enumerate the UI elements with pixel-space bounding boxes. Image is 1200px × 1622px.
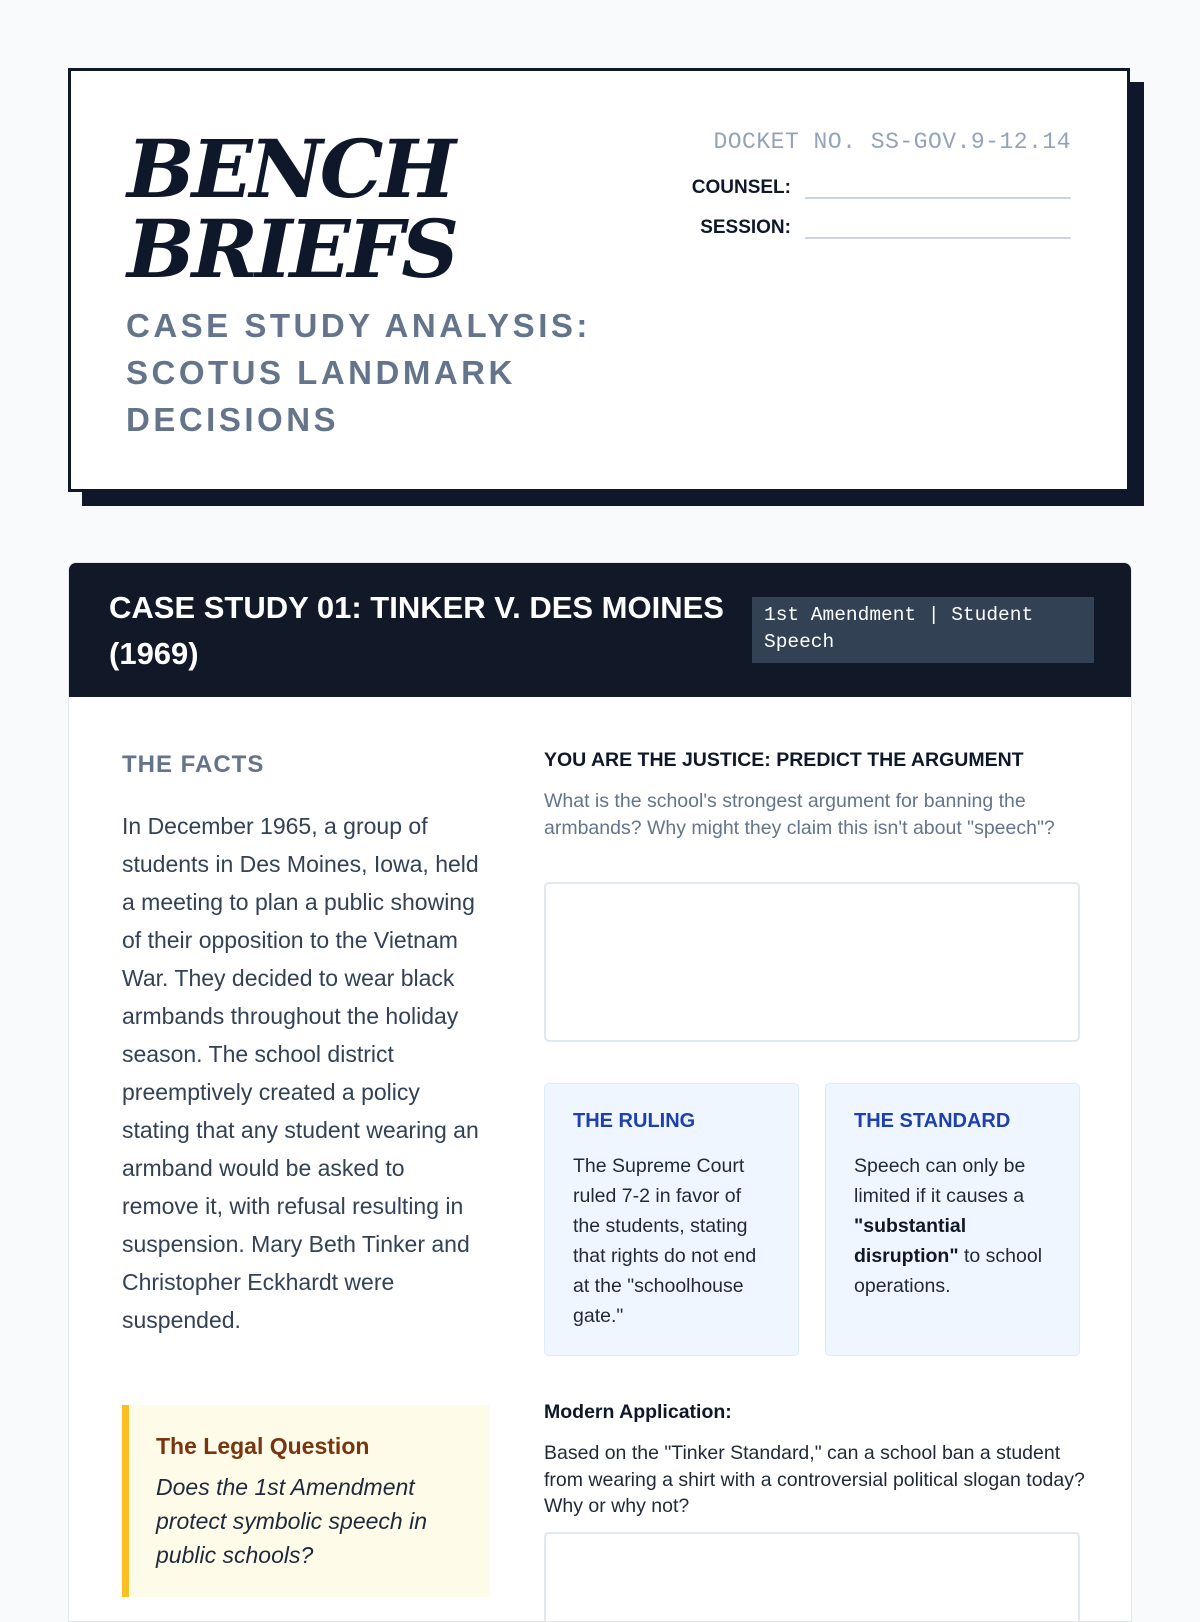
brand-line-1: BENCH (127, 122, 453, 216)
ruling-text: The Supreme Court ruled 7-2 in favor of the students, stating that rights do not end at the "schoolhouse gate." (573, 1155, 757, 1327)
case-title: CASE STUDY 01: TINKER V. DES MOINES (1969) (109, 590, 724, 671)
facts-heading: THE FACTS (122, 751, 265, 778)
modern-application-text: Based on the "Tinker Standard," can a school ban a student from wearing a shirt with a controversial political slogan today? Why or why not? (544, 1442, 1085, 1517)
modern-application-heading: Modern Application: (544, 1401, 732, 1423)
counsel-label: COUNSEL: (691, 177, 791, 198)
worksheet-subtitle: CASE STUDY ANALYSIS: SCOTUS LANDMARK DECISIONS (126, 307, 591, 438)
modern-answer-box[interactable] (544, 1532, 1080, 1622)
legal-question-title: The Legal Question (156, 1433, 370, 1459)
counsel-row (692, 173, 1071, 199)
case-tag-badge: 1st Amendment | Student Speech (752, 597, 1094, 663)
predict-answer-box[interactable] (544, 882, 1080, 1042)
legal-question-box (122, 1405, 490, 1597)
brand-title (127, 122, 457, 296)
legal-question-text: Does the 1st Amendment protect symbolic speech in public schools? (156, 1474, 428, 1568)
case-study-card (68, 562, 1132, 1622)
standard-text-after: to school operations. (854, 1245, 1043, 1297)
counsel-field[interactable] (805, 173, 1071, 199)
case-header (69, 563, 1131, 697)
standard-text-bold: "substantial disruption" (854, 1215, 967, 1267)
standard-title: THE STANDARD (854, 1110, 1011, 1132)
facts-text: In December 1965, a group of students in Des Moines, Iowa, held a meeting to plan a public showing of their opposition to the Vietnam War. They decided to wear black armbands throughout the holiday season. The school district preemptively created a policy stating that any student wearing an armband would be asked to remove it, with refusal resulting in suspension. Mary Beth Tinker and Christopher Eckhardt were suspended. (122, 813, 479, 1333)
predict-heading: YOU ARE THE JUSTICE: PREDICT THE ARGUMENT (544, 749, 1024, 771)
session-field[interactable] (805, 213, 1071, 239)
standard-card (825, 1083, 1080, 1356)
standard-text (854, 1151, 1051, 1301)
session-row (700, 213, 1071, 239)
standard-text-before: Speech can only be limited if it causes a (854, 1155, 1026, 1207)
ruling-card (544, 1083, 799, 1356)
brand-line-2: BRIEFS (127, 202, 457, 296)
session-label: SESSION: (700, 217, 791, 238)
docket-number: DOCKET NO. SS-GOV.9-12.14 (713, 129, 1071, 155)
predict-prompt: What is the school's strongest argument for banning the armbands? Why might they claim this isn't about "speech"? (544, 790, 1055, 839)
ruling-title: THE RULING (573, 1110, 696, 1132)
worksheet-header (68, 68, 1130, 492)
